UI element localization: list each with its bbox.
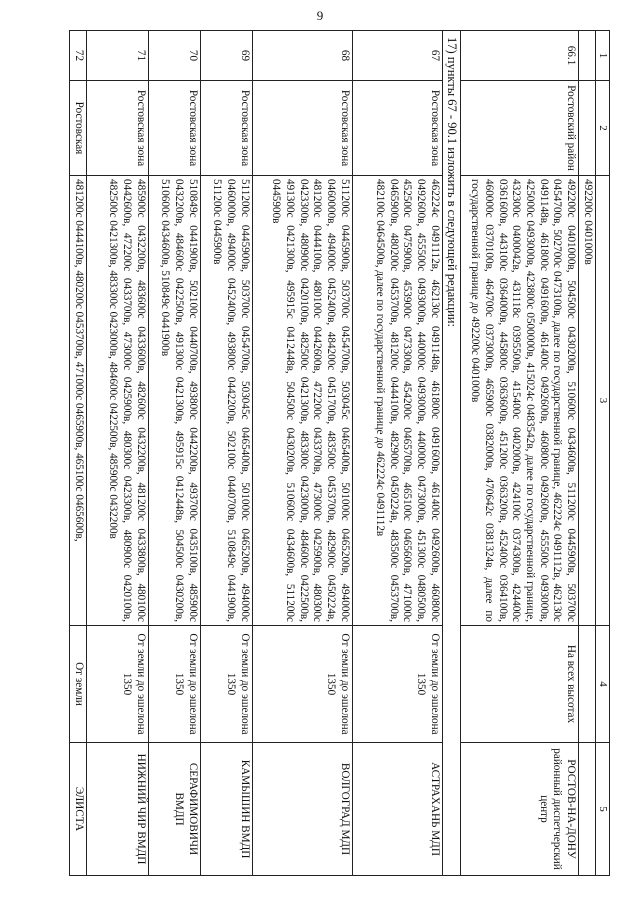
row-coords: 492200с 0401000в [578,176,595,626]
row-coords: 462224с 0491112в, 462130с 0491148в, 461800с 0491600в, 461400с 0492600в, 460800с 0492600в, 455500с 0493000в, 440000с 0493000в, 440000с 0473000в, 451300с 0480500в, 452500с 0475900в, 453900с 0473300в, 454200с 0465700в, 465100с 0465600в, 471000с 0465900в, 480200с 0453700в, 481200с 0444100в, 482900с 0450224в, 483500с 0453700в, 482100с 0464500в, далее по государственной границе до 462224с 0491112в [352,176,442,626]
row-coords: 492200с 0401000в, 504500с 0430200в, 510600с 0434600в, 511200с 0445900в, 503700с 0454700в, 502700с 0473100в, далее по государственной границе, 462224с 0491112в, 462130с 0491148в, 461800с 0491600в, 461400с 0492600в, 460800с 0492600в, 455500с 0493000в, 425000с 0493000в, 423800с 0500000в, 415024с 0483542в, далее по государственной границе, 432300с 0400042в, 431118с 0395500в, 415400с 0402000в, 424100с 0374300в, 424400с 0361600в, 443100с 0364000в, 445800с 0363600в, 451200с 0363200в, 452400с 0364100в, 460000с 0370100в, 464700с 0373000в, 465900с 0382000в, 470642с 0381324в, далее по государственной границе до 492200с 0401000в [460,176,578,626]
table-row [352,31,442,876]
row-unit [578,743,595,876]
table-row [252,31,352,876]
header-cell: 3 [595,176,609,626]
row-height: От земли до эшелона 1350 [200,626,252,743]
row-unit: ЭЛИСТА [70,743,87,876]
row-unit: АСТРАХАНЬ МДП [352,743,442,876]
row-number [578,31,595,81]
row-coords: 485900с 0432200в, 483600с 0433600в, 482600с 0432200в, 481200с 0433800в, 480100с 0442600в, 472200с 0433700в, 473000с 0425900в, 480300с 0423300в, 480900с 0420100в, 482500с 0421300в, 483300с 0423000в, 484600с 0422500в, 485900с 0432200в [86,176,148,626]
row-height [578,626,595,743]
table-row [578,31,595,876]
table-row [86,31,148,876]
row-height: От земли до эшелона 1350 [148,626,200,743]
header-cell: 4 [595,626,609,743]
row-coords: 510849с 0441900в, 502100с 0440700в, 493800с 0442200в, 493700с 0435100в, 485900с 0432200в, 484600с 0422500в, 491300с 0421300в, 495915с 0412448в, 504500с 0430200в, 510600с 0434600в, 510849с 0441900в [148,176,200,626]
row-region: Ростовская [70,81,87,176]
row-number: 66.1 [460,31,578,81]
table-row [70,31,87,876]
header-cell: 1 [595,31,609,81]
row-region: Ростовская зона [200,81,252,176]
row-region: Ростовская зона [252,81,352,176]
row-number: 69 [200,31,252,81]
airspace-table [69,30,610,876]
row-region: Ростовский район [460,81,578,176]
row-height: От земли до эшелона 1350 [252,626,352,743]
row-region [578,81,595,176]
row-unit: РОСТОВ-НА-ДОНУ районный диспетчерский центр [460,743,578,876]
row-number: 70 [148,31,200,81]
table-row [200,31,252,876]
row-height: От земли [70,626,87,743]
row-region: Ростовская зона [148,81,200,176]
row-number: 71 [86,31,148,81]
header-row [595,31,609,876]
row-coords: 511200с 0445900в, 503700с 0454700в, 503045с 0465400в, 501000с 0465200в, 494000с 0460000в, 494000с 0452400в, 484200с 0451700в, 483500с 0453700в, 482900с 0450224в, 481200с 0444100в, 480100с 0442600в, 472200с 0433700в, 473000с 0425900в, 480300с 0423300в, 480900с 0420100в, 482500с 0421300в, 483300с 0423000в, 484600с 0422500в, 491300с 0421300в, 495915с 0412448в, 504500с 0430200в, 510600с 0434600в, 511200с 0445900в [252,176,352,626]
row-unit: КАМЫШИН ВМДП [200,743,252,876]
row-region: Ростовская зона [352,81,442,176]
section-row [442,31,460,876]
row-unit: СЕРАФИМОВИЧИ ВМДП [148,743,200,876]
row-height: На всех высотах [460,626,578,743]
rotated-content [65,30,610,875]
table-row [460,31,578,876]
row-unit: ВОЛГОГРАД МДП [252,743,352,876]
row-coords: 481200с 0444100в, 480200с 0453700в, 471000с 0465900в, 465100с 0465600в, [70,176,87,626]
row-region: Ростовская зона [86,81,148,176]
row-height: От земли до эшелона 1350 [86,626,148,743]
row-height: От земли до эшелона 1350 [352,626,442,743]
table-row [148,31,200,876]
header-cell: 2 [595,81,609,176]
row-number: 68 [252,31,352,81]
row-number: 67 [352,31,442,81]
row-unit: НИЖНИЙ ЧИР ВМДП [86,743,148,876]
row-coords: 511200с 0445900в, 503700с 0454700в, 503045с 0465400в, 501000с 0465200в, 494000с 0460000в, 494000с 0452400в, 493800с 0442200в, 502100с 0440700в, 510849с 0441900в, 511200с 0445900в [200,176,252,626]
header-cell: 5 [595,743,609,876]
section-title: 17) пункты 67 - 90.1 изложить в следующей редакции: [442,31,460,876]
page-number: 9 [316,8,324,23]
row-number: 72 [70,31,87,81]
